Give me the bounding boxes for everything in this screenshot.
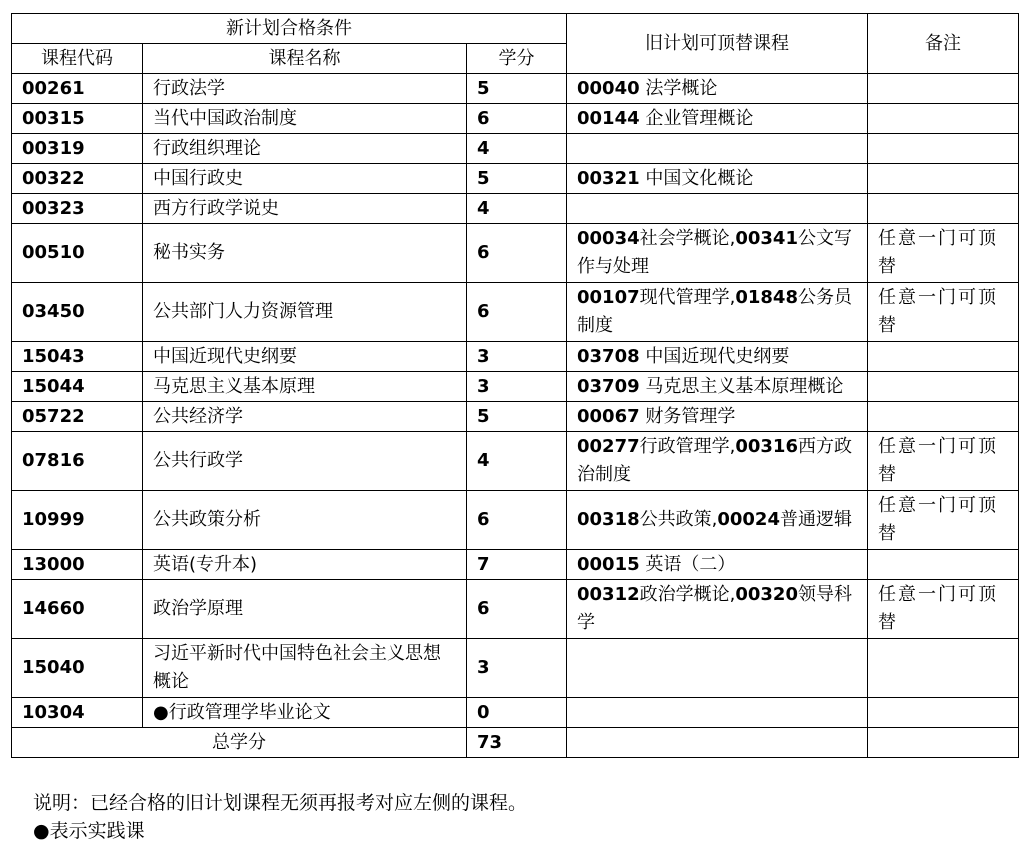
old-course-code: 00318 xyxy=(577,509,640,530)
table-row xyxy=(12,432,1019,491)
table-row xyxy=(12,134,1019,164)
table-row xyxy=(12,639,1019,698)
total-row xyxy=(12,728,1019,758)
old-course-name: 中国近现代史纲要 xyxy=(639,345,790,367)
new-plan-group-header: 新计划合格条件 xyxy=(12,14,567,44)
table-row xyxy=(12,550,1019,580)
table-body xyxy=(12,74,1019,728)
total-remark-empty xyxy=(868,728,1019,758)
table-row xyxy=(12,372,1019,402)
old-course-name: 行政管理学, xyxy=(639,436,736,457)
course-credit: 5 xyxy=(467,402,567,432)
table-row xyxy=(12,580,1019,639)
old-plan-courses xyxy=(567,550,868,580)
old-course-code: 00015 xyxy=(577,553,640,575)
note-explanation: 说明：已经合格的旧计划课程无须再报考对应左侧的课程。 xyxy=(33,792,528,814)
course-credit: 4 xyxy=(467,194,567,224)
old-plan-courses xyxy=(567,491,868,550)
remark xyxy=(868,698,1019,728)
table-row xyxy=(12,491,1019,550)
old-course-code: 00107 xyxy=(577,287,640,308)
old-course-name: 中国文化概论 xyxy=(639,167,754,189)
course-name: 行政法学 xyxy=(143,74,467,104)
old-course-code: 00034 xyxy=(577,228,640,249)
old-course-code: 00144 xyxy=(577,107,640,129)
old-course-code: 00067 xyxy=(577,405,640,427)
old-course-name: 英语（二） xyxy=(639,553,736,575)
old-plan-column-header: 旧计划可顶替课程 xyxy=(567,14,868,74)
old-course-code: 00277 xyxy=(577,436,640,457)
remark xyxy=(868,639,1019,698)
course-code: 00315 xyxy=(12,104,143,134)
course-code: 15040 xyxy=(12,639,143,698)
old-course-name: 法学概论 xyxy=(639,77,718,99)
course-code: 03450 xyxy=(12,283,143,342)
old-course-name: 西方政治制度 xyxy=(577,436,852,485)
old-plan-courses xyxy=(567,402,868,432)
old-course-name: 公共政策, xyxy=(639,509,718,530)
course-name: 中国行政史 xyxy=(143,164,467,194)
course-code: 13000 xyxy=(12,550,143,580)
note-practice-legend: ●表示实践课 xyxy=(33,820,145,842)
course-code: 00319 xyxy=(12,134,143,164)
course-code: 00261 xyxy=(12,74,143,104)
old-course-name: 公文写作与处理 xyxy=(577,228,852,277)
old-plan-courses xyxy=(567,639,868,698)
remark xyxy=(868,194,1019,224)
course-name: 公共部门人力资源管理 xyxy=(143,283,467,342)
course-name: 公共行政学 xyxy=(143,432,467,491)
old-course-code: 01848 xyxy=(735,287,798,308)
course-credit: 6 xyxy=(467,491,567,550)
remark xyxy=(868,550,1019,580)
remark xyxy=(868,104,1019,134)
old-course-code: 00024 xyxy=(717,509,780,530)
remark: 任意一门可顶替 xyxy=(868,580,1019,639)
course-name: 秘书实务 xyxy=(143,224,467,283)
course-name: 马克思主义基本原理 xyxy=(143,372,467,402)
course-name: 行政组织理论 xyxy=(143,134,467,164)
old-plan-courses xyxy=(567,224,868,283)
table-row xyxy=(12,402,1019,432)
course-code: 10304 xyxy=(12,698,143,728)
course-credit: 6 xyxy=(467,224,567,283)
course-credit: 5 xyxy=(467,74,567,104)
table-row xyxy=(12,698,1019,728)
remark xyxy=(868,342,1019,372)
remark xyxy=(868,134,1019,164)
remark xyxy=(868,402,1019,432)
total-label: 总学分 xyxy=(12,728,467,758)
old-plan-courses xyxy=(567,580,868,639)
old-course-name: 现代管理学, xyxy=(639,287,736,308)
remark xyxy=(868,372,1019,402)
old-course-name: 财务管理学 xyxy=(639,405,736,427)
course-credit: 6 xyxy=(467,104,567,134)
old-plan-courses xyxy=(567,432,868,491)
old-plan-courses xyxy=(567,342,868,372)
course-name: 当代中国政治制度 xyxy=(143,104,467,134)
course-name: ●行政管理学毕业论文 xyxy=(143,698,467,728)
course-credit: 3 xyxy=(467,342,567,372)
remark: 任意一门可顶替 xyxy=(868,432,1019,491)
old-plan-courses xyxy=(567,104,868,134)
remark: 任意一门可顶替 xyxy=(868,224,1019,283)
course-credit: 7 xyxy=(467,550,567,580)
course-name: 习近平新时代中国特色社会主义思想概论 xyxy=(143,639,467,698)
course-credit: 4 xyxy=(467,134,567,164)
table-row xyxy=(12,194,1019,224)
table-row xyxy=(12,224,1019,283)
total-old-empty xyxy=(567,728,868,758)
course-credit: 6 xyxy=(467,283,567,342)
course-credit: 6 xyxy=(467,580,567,639)
old-plan-courses xyxy=(567,164,868,194)
old-plan-courses xyxy=(567,698,868,728)
old-plan-courses xyxy=(567,74,868,104)
old-course-code: 00040 xyxy=(577,77,640,99)
old-course-name: 社会学概论, xyxy=(639,228,736,249)
old-plan-courses xyxy=(567,283,868,342)
course-name: 中国近现代史纲要 xyxy=(143,342,467,372)
remark xyxy=(868,74,1019,104)
old-course-code: 03709 xyxy=(577,375,640,397)
remark xyxy=(868,164,1019,194)
credit-column-header: 学分 xyxy=(467,44,567,74)
old-course-code: 00316 xyxy=(735,436,798,457)
remark-column-header: 备注 xyxy=(868,14,1019,74)
old-course-code: 00320 xyxy=(735,584,798,605)
remark: 任意一门可顶替 xyxy=(868,283,1019,342)
course-code: 07816 xyxy=(12,432,143,491)
course-name: 公共政策分析 xyxy=(143,491,467,550)
old-course-code: 00341 xyxy=(735,228,798,249)
total-value: 73 xyxy=(467,728,567,758)
old-course-name: 公务员制度 xyxy=(577,287,852,336)
table-row xyxy=(12,342,1019,372)
old-plan-courses xyxy=(567,134,868,164)
course-name: 公共经济学 xyxy=(143,402,467,432)
course-replacement-table xyxy=(11,13,1019,758)
name-column-header: 课程名称 xyxy=(143,44,467,74)
old-course-code: 00312 xyxy=(577,584,640,605)
course-name: 政治学原理 xyxy=(143,580,467,639)
table-row xyxy=(12,283,1019,342)
remark: 任意一门可顶替 xyxy=(868,491,1019,550)
course-credit: 3 xyxy=(467,372,567,402)
old-course-name: 普通逻辑 xyxy=(779,509,852,530)
course-code: 15044 xyxy=(12,372,143,402)
table-row xyxy=(12,164,1019,194)
course-credit: 0 xyxy=(467,698,567,728)
course-code: 10999 xyxy=(12,491,143,550)
course-code: 05722 xyxy=(12,402,143,432)
old-course-name: 企业管理概论 xyxy=(639,107,754,129)
old-plan-courses xyxy=(567,194,868,224)
table-row xyxy=(12,104,1019,134)
old-course-name: 领导科学 xyxy=(577,584,852,633)
old-course-code: 00321 xyxy=(577,167,640,189)
course-code: 15043 xyxy=(12,342,143,372)
old-course-code: 03708 xyxy=(577,345,640,367)
course-credit: 5 xyxy=(467,164,567,194)
course-code: 00323 xyxy=(12,194,143,224)
course-name: 英语(专升本) xyxy=(143,550,467,580)
course-name: 西方行政学说史 xyxy=(143,194,467,224)
course-code: 00510 xyxy=(12,224,143,283)
course-credit: 4 xyxy=(467,432,567,491)
old-plan-courses xyxy=(567,372,868,402)
code-column-header: 课程代码 xyxy=(12,44,143,74)
course-code: 14660 xyxy=(12,580,143,639)
course-code: 00322 xyxy=(12,164,143,194)
table-row xyxy=(12,74,1019,104)
course-credit: 3 xyxy=(467,639,567,698)
old-course-name: 政治学概论, xyxy=(639,584,736,605)
old-course-name: 马克思主义基本原理概论 xyxy=(639,375,844,397)
